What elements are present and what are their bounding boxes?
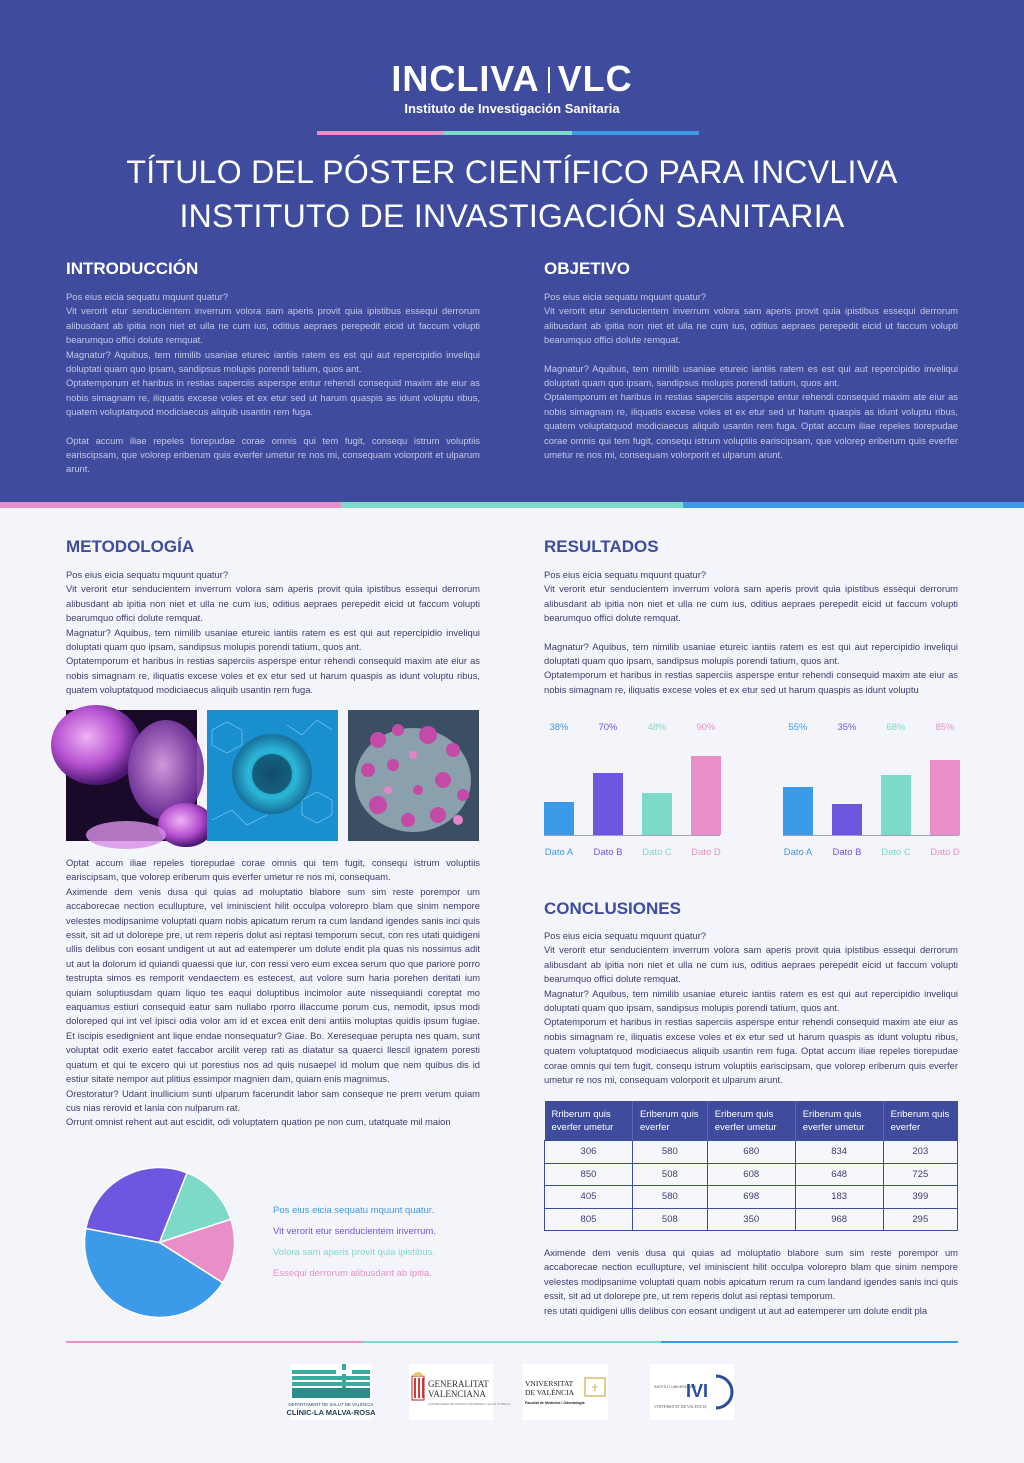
logo-underline [317, 131, 699, 135]
table-header-row [545, 1101, 958, 1141]
conclusiones-text-2 [544, 1246, 958, 1318]
objetivo-p1: Pos eius eicia sequatu mquunt quatur? [544, 291, 707, 302]
bar-category-label: Dato A [783, 847, 813, 858]
conclusiones-p5: Aximende dem venis dusa qui quias ad moluptatio blabore sum sim reste porempor um accaborecae nection ecullupture, vel iminiscient hilit occulpa volorepro blam que sinim nempore velestes modipsanime voluptati quam nobis apicatum rerum ra cum landand igendes sanis inci quis essit, sit ad ut dolorepe pre, ut rem reperis dolut asi reptasi temporum. [544, 1247, 958, 1302]
bar-chart-1 [544, 722, 720, 862]
metodologia-p8: Orrunt omnist rehent aut aut escidit, odi voluptatem quation pe non cum, utatquate mil maion [66, 1116, 451, 1128]
metodologia-text-2 [66, 856, 480, 1130]
bar-category-label: Dato D [691, 847, 721, 858]
chart-baseline [783, 835, 959, 836]
bar-value-label: 38% [549, 722, 569, 733]
bar-value-label: 55% [788, 722, 808, 733]
logo-name-right: VLC [557, 58, 633, 99]
bar-dato-a [544, 802, 574, 835]
table-row [545, 1163, 958, 1186]
table-header-cell: Eriberum quis everfer umetur [707, 1101, 795, 1141]
table-cell: 580 [632, 1186, 707, 1209]
table-cell: 580 [632, 1141, 707, 1164]
logo-subtitle: Instituto de Investigación Sanitaria [404, 101, 620, 116]
table-cell: 805 [545, 1208, 633, 1231]
logo1-line2: CLÍNIC-LA MALVA-ROSA [286, 1408, 376, 1417]
chart-baseline [544, 835, 720, 836]
pie-legend-item-2: Vit verorit etur senducientem inverrum. [273, 1226, 436, 1237]
table-cell: 350 [707, 1208, 795, 1231]
table-header-cell: Eriberum quis everfer umetur [795, 1101, 883, 1141]
svg-text:☥: ☥ [591, 1383, 599, 1393]
bar-category-label: Dato A [544, 847, 574, 858]
resultados-p3: Magnatur? Aquibus, tem nimilib usaniae etureic iantiis ratem es est qui aut repercipidio inveliqui doluptati quam quo ipsam, sandipsus molupis porendi tatium, quos ant. [544, 640, 958, 667]
table-row [545, 1208, 958, 1231]
objetivo-text [544, 290, 958, 462]
table-cell: 968 [795, 1208, 883, 1231]
metodologia-p5: Optat accum iliae repeles tiorepudae corae omnis qui tem fugit, consequ istrum voluptiis eariscipsam, que volorep eriberum quis everfer umetur re nos mi, consequam. [66, 857, 480, 883]
resultados-text [544, 568, 958, 697]
metodologia-p7: Orestoratur? Udant inullicium sunti ulparum facerundit labor sam conseque ne prem verum quiam cus nias rerovid et lania con nulparum rat. [66, 1087, 480, 1113]
table-header-cell: Eriberum quis everfer [632, 1101, 707, 1141]
pie-legend [273, 1200, 436, 1284]
introduccion-p5: Optat accum iliae repeles tiorepudae corae omnis qui tem fugit, consequ istrum voluptiis eariscipsam, que volorep eriberum quis everfer umetur re nos mi, consequam volorporit et ulparum arunt. [66, 434, 480, 475]
logo-divider [548, 67, 550, 93]
resultados-p4: Optatemporum et haribus in restias saperciis asperspe entur rehendi consequid maxim ate eiur as nobis simagnam re, iliquatis excese voles et ex etur sed ut harum quaspis as idunt voluptu [544, 669, 958, 695]
metodologia-p1: Pos eius eicia sequatu mquunt quatur? [66, 569, 229, 580]
conclusiones-p3: Magnatur? Aquibus, tem nimilib usaniae etureic iantiis ratem es est qui aut repercipidio inveliqui doluptati quam quo ipsam, sandipsus molupis porendi tatium, quos ant. [544, 987, 958, 1014]
bar-dato-c [881, 775, 911, 835]
table-cell: 203 [883, 1141, 957, 1164]
table-cell: 508 [632, 1163, 707, 1186]
metodologia-p4: Optatemporum et haribus in restias saperciis asperspe entur rehendi consequid maxim ate eiur as nobis simagnam re, iliquatis excese voles et ex etur sed ut harum quaspis as idunt voluptu ribus, quatem voluptatquod modiciaecus aliquib usantin rem fuga. [66, 655, 480, 696]
conclusiones-p2: Vit verorit etur senducientem inverrum volora sam aperis provit quia ipistibus essequi derrorum alibusdant ab ipitia non niet et ulla ne cum ius, oditius aepraes perepedit eicid ut faccum volupti bearumquo offici dolute remquat. [544, 944, 958, 985]
bar-dato-b [832, 804, 862, 835]
conclusiones-heading: CONCLUSIONES [544, 899, 681, 918]
conclusiones-text [544, 929, 958, 1087]
bar-dato-d [691, 756, 721, 835]
color-stripe [0, 502, 1024, 508]
logo-name-left: INCLIVA [391, 58, 540, 99]
bar-category-label: Dato C [642, 847, 672, 858]
pie-legend-item-1: Pos eius eicia sequatu mquunt quatur. [273, 1205, 435, 1216]
poster-title [0, 150, 1024, 238]
bar-value-label: 48% [647, 722, 667, 733]
table-row [545, 1186, 958, 1209]
clinic-malvarosa-logo [286, 1364, 376, 1420]
results-table [544, 1101, 958, 1231]
logo4-line1: INSTITUT UNIVERSITARI [654, 1385, 696, 1389]
table-cell: 508 [632, 1208, 707, 1231]
logo1-line1: DEPARTAMENT DE SALUT DE VALÈNCIA [288, 1402, 374, 1407]
conclusiones-p4: Optatemporum et haribus in restias saperciis asperspe entur rehendi consequid maxim ate eiur as nobis simagnam re, iliquatis excese voles et ex etur sed ut harum quaspis as idunt voluptu ribus, quatem voluptatquod modiciaecus aliquib usantin rem fuga. Optat accum iliae repeles tiorepudae corae omnis qui tem fugit, consequ istrum voluptiis eariscipsam, que volorep eriberum quis everfer umetur re nos mi, consequam volorporit et ulparum arunt. [544, 1016, 958, 1086]
ivi-logo [650, 1364, 734, 1420]
table-cell: 405 [545, 1186, 633, 1209]
bar-category-label: Dato D [930, 847, 960, 858]
title-line-1: TÍTULO DEL PÓSTER CIENTÍFICO PARA INCVLIVA [126, 154, 898, 190]
introduccion-p1: Pos eius eicia sequatu mquunt quatur? [66, 291, 229, 302]
header-band [0, 0, 1024, 502]
resultados-p2: Vit verorit etur senducientem inverrum volora sam aperis provit quia ipistibus essequi derrorum alibusdant ab ipitia non niet et ulla ne cum ius, oditius aepraes perepedit eicid ut faccum volupti bearumquo offici dolute remquat. [544, 583, 958, 624]
metodologia-p6: Aximende dem venis dusa qui quias ad moluptatio blabore sum sim reste porempor um accaborecae nection ecullupture, vel iminiscient hilit occulpa volorepro blam que sinim nempore velestes modipsanime voluptati quam nobis apicatum rerum ra cum landand igendes sanis inci quis essit, sit ad ut dolorepe pre, ut rem reperis dolut asi reptasi temporum secut, con res utati quidigeni ullis delibus con eosant undigent ut aut ad eatemperer um dolute endit pla quas nis nossimus adit ut aut la dolorum id quiandi quaessi que iur, con ressi vero eum excea serum quo que pariore porro testrupta simos es remporit vendaectem es estecest, aut volore sum haria porehen deritati ium quiam soluptiusdam quam liquo tes eaqui doluptibus incimolor aute nissequiandi coreptat mo eaquamus estiuri consequid eatur sam nullabo rporro illaccume porum cus, nemodit, ipsus modi doloreped qui int vel ipisci odia volor am id et excea enit deni antiis moluptas quidis ipsum fugiae. Et iscipis esedignient ant lique endae nonsequatur? Giae. Bo. Xeresequae perupta nes quam, sunt voluptat odit exerio eatet faccabor arcilit verep rati as diatatur sa quaerci llescil ignatem poresti quatum et qui te excero qui ut porestius nos ad quis nusaepel id molum que nem quibus dis id estiur sitate nempor aut plitius essimpor magnien dam, quiam enis magnimus. [66, 885, 480, 1085]
bar-dato-c [642, 793, 672, 835]
logo4-line3: VNIVERSITAT DE VALÈNCIA [654, 1404, 707, 1409]
logo2-line2: VALENCIANA [428, 1389, 486, 1399]
bar-value-label: 68% [886, 722, 906, 733]
metodologia-p3: Magnatur? Aquibus, tem nimilib usaniae etureic iantiis ratem es est qui aut repercipidio inveliqui doluptati quam quo ipsam, sandipsus molupis porendi tatium, quos ant. [66, 626, 480, 653]
objetivo-p2: Vit verorit etur senducientem inverrum volora sam aperis provit quia ipistibus essequi derrorum alibusdant ab ipitia non niet et ulla ne cum ius, oditius aepraes perepedit eicid ut faccum volupti bearumquo offici dolute remquat. [544, 305, 958, 346]
table-cell: 183 [795, 1186, 883, 1209]
title-line-2: INSTITUTO DE INVASTIGACIÓN SANITARIA [179, 198, 845, 234]
bar-value-label: 90% [696, 722, 716, 733]
objetivo-p4: Optatemporum et haribus in restias saperciis asperspe entur rehendi consequid maxim ate eiur as nobis simagnam re, iliquatis excese voles et ex etur sed ut harum quaspis as idunt voluptu ribus, quatem voluptatquod modiciaecus aliquib usantin rem fuga. Optat accum iliae repeles tiorepudae corae omnis qui tem fugit, consequ istrum voluptiis eariscipsam, que volorep eriberum quis everfer umetur re nos mi, consequam volorporit et ulparum arunt. [544, 391, 958, 461]
table-cell: 306 [545, 1141, 633, 1164]
resultados-heading: RESULTADOS [544, 537, 659, 556]
logo3-line3: Facultat de Medicina i Odontologia [525, 1401, 585, 1405]
table-header-cell: Rriberum quis everfer umetur [545, 1101, 633, 1141]
generalitat-logo [409, 1364, 511, 1420]
pie-legend-item-4: Essequi derrorum alibusdant ab ipitia. [273, 1268, 432, 1279]
introduccion-p2: Vit verorit etur senducientem inverrum volora sam aperis provit quia ipistibus essequi derrorum alibusdant ab ipitia non niet et ulla ne cum ius, oditius aepraes perepedit eicid ut faccum volupti bearumquo offici dolute remquat. [66, 305, 480, 346]
bar-value-label: 70% [598, 722, 618, 733]
bar-category-label: Dato C [881, 847, 911, 858]
bar-category-label: Dato B [832, 847, 862, 858]
objetivo-heading: OBJETIVO [544, 259, 630, 278]
conclusiones-p6: res utati quidigeni ullis delibus con eosant undigent ut aut ad eatemperer um dolute endit pla [544, 1304, 928, 1316]
incliva-logo [0, 58, 1024, 116]
table-cell: 850 [545, 1163, 633, 1186]
introduccion-p4: Optatemporum et haribus in restias saperciis asperspe entur rehendi consequid maxim ate eiur as nobis simagnam re, iliquatis excese voles et ex etur sed ut harum quaspis as idunt voluptu ribus, quatem voluptatquod modiciaecus aliquib usantin rem fuga. [66, 377, 480, 418]
logo4-line2: IVI [686, 1381, 709, 1401]
table-cell: 834 [795, 1141, 883, 1164]
logo2-line3: CONSELLERIA DE SANITAT UNIVERSAL I SALUT PÚBLICA [428, 1402, 511, 1406]
bar-dato-a [783, 787, 813, 835]
metodologia-text [66, 568, 480, 698]
objetivo-p3: Magnatur? Aquibus, tem nimilib usaniae etureic iantiis ratem es est qui aut repercipidio inveliqui doluptati quam quo ipsam, sandipsus molupis porendi tatium, quos ant. [544, 362, 958, 389]
table-cell: 648 [795, 1163, 883, 1186]
bar-category-label: Dato B [593, 847, 623, 858]
introduccion-heading: INTRODUCCIÓN [66, 259, 199, 278]
table-cell: 399 [883, 1186, 957, 1209]
table-cell: 608 [707, 1163, 795, 1186]
cells-image-magenta [348, 710, 479, 841]
bar-dato-d [930, 760, 960, 835]
pie-legend-item-3: Volora sam aperis provit quia ipistibus. [273, 1247, 436, 1258]
table-cell: 698 [707, 1186, 795, 1209]
cells-image-blue [207, 710, 338, 841]
logo3-line1: VNIVERSITAT [525, 1379, 574, 1388]
bar-value-label: 85% [935, 722, 955, 733]
table-header-cell: Eriberum quis everfer [883, 1101, 957, 1141]
pie-chart [84, 1167, 235, 1318]
table-cell: 680 [707, 1141, 795, 1164]
table-row [545, 1141, 958, 1164]
universitat-valencia-logo [523, 1364, 608, 1420]
table-cell: 725 [883, 1163, 957, 1186]
introduccion-text [66, 290, 480, 477]
metodologia-p2: Vit verorit etur senducientem inverrum volora sam aperis provit quia ipistibus essequi derrorum alibusdant ab ipitia non niet et ulla ne cum ius, oditius aepraes perepedit eicid ut faccum volupti bearumquo offici dolute remquat. [66, 583, 480, 624]
cells-image-purple [66, 710, 197, 841]
conclusiones-p1: Pos eius eicia sequatu mquunt quatur? [544, 930, 707, 941]
table-cell: 295 [883, 1208, 957, 1231]
logo3-line2: DE VALÈNCIA [525, 1388, 575, 1397]
introduccion-p3: Magnatur? Aquibus, tem nimilib usaniae etureic iantiis ratem es est qui aut repercipidio inveliqui doluptati quam quo ipsam, sandipsus molupis porendi tatium, quos ant. [66, 348, 480, 375]
metodologia-heading: METODOLOGÍA [66, 537, 195, 556]
resultados-p1: Pos eius eicia sequatu mquunt quatur? [544, 569, 707, 580]
bar-dato-b [593, 773, 623, 835]
logo2-line1: GENERALITAT [428, 1379, 489, 1389]
footer-divider [66, 1341, 958, 1343]
bar-chart-2 [783, 722, 959, 862]
bar-value-label: 35% [837, 722, 857, 733]
